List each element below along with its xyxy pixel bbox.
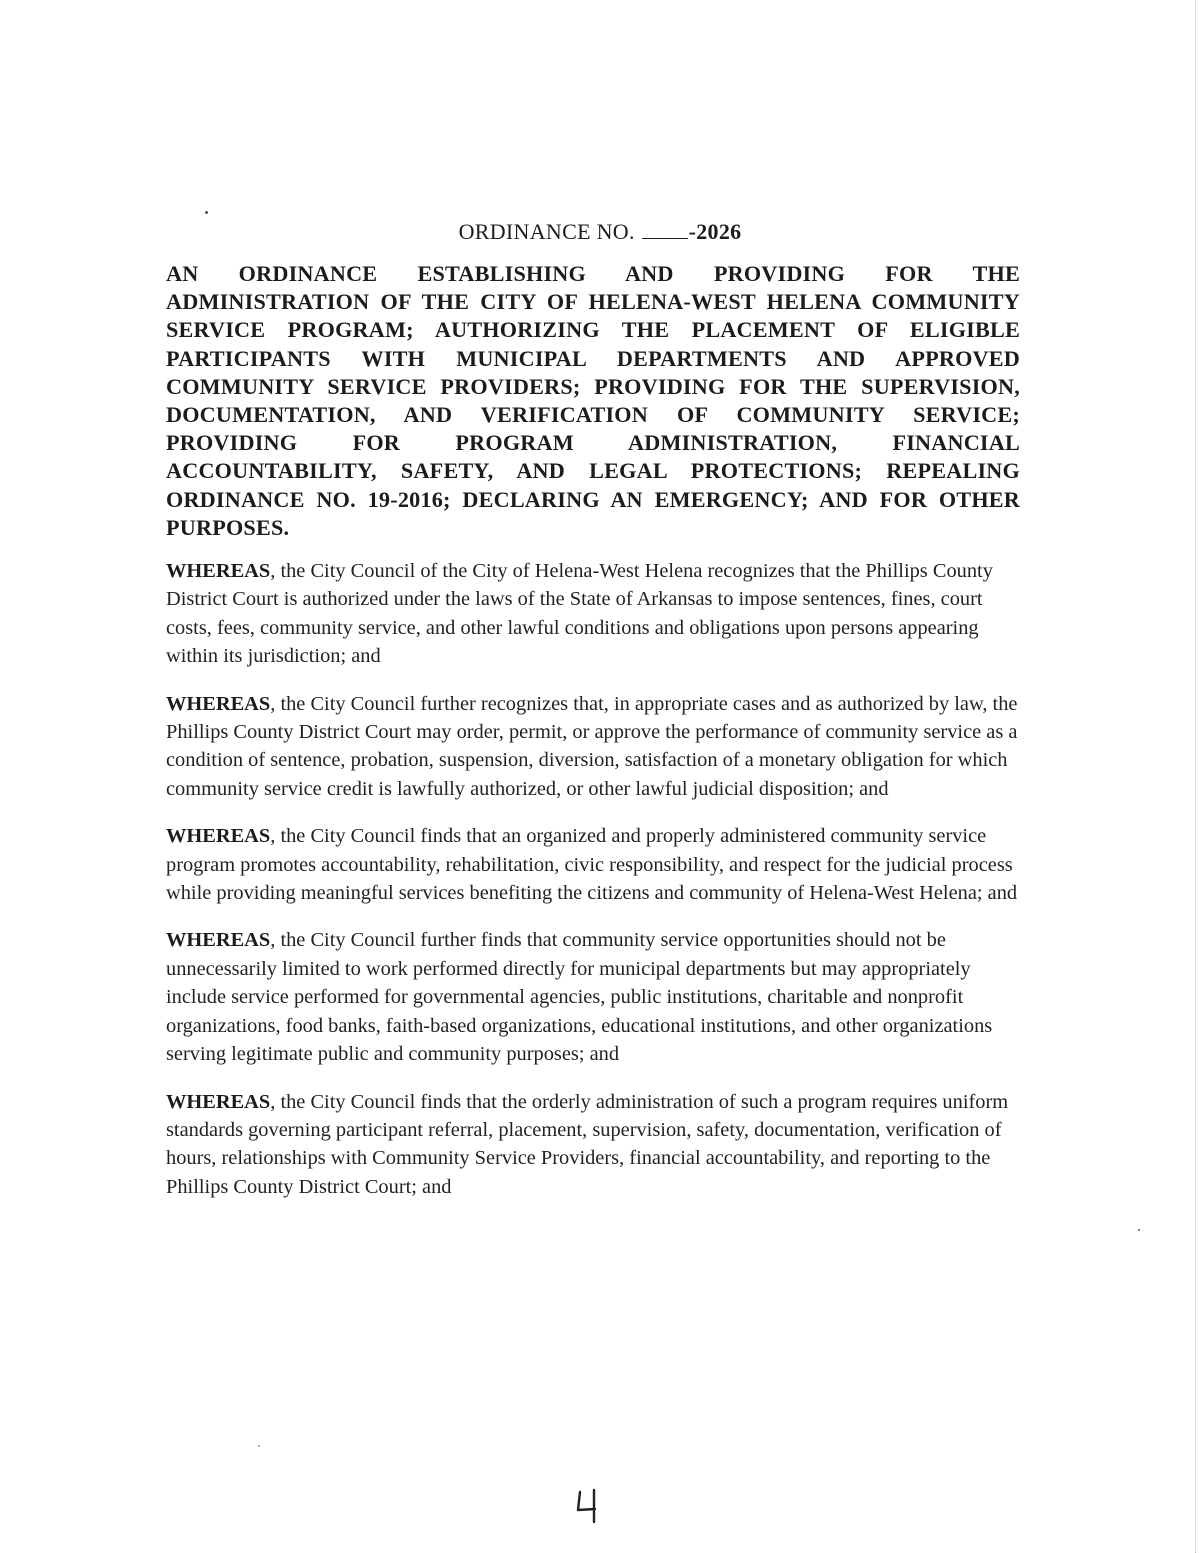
whereas-paragraph <box>166 690 1024 804</box>
scan-speck <box>205 211 208 214</box>
scan-speck <box>258 1445 260 1447</box>
whereas-text: , the City Council finds that the orderly administration of such a program requires uniform standards governing participant referral, placement, supervision, safety, documentation, verification of hours, relationships with Community Service Providers, financial accountability, and reporting to the Phillips County District Court; and <box>166 1090 1009 1198</box>
whereas-paragraph <box>166 1088 1024 1202</box>
whereas-paragraph <box>166 822 1024 907</box>
whereas-lead: WHEREAS <box>166 929 271 952</box>
ordinance-title <box>0 219 1200 245</box>
whereas-lead: WHEREAS <box>166 825 271 848</box>
whereas-lead: WHEREAS <box>166 560 271 582</box>
whereas-paragraph <box>166 926 1024 1068</box>
whereas-text: , the City Council further recognizes that, in appropriate cases and as authorized by law, the Phillips County District Court may order, permit, or approve the performance of community service as a condition of sentence, probation, suspension, diversion, satisfaction of a monetary obligation for which community service credit is lawfully authorized, or other lawful judicial disposition; and <box>166 692 1018 800</box>
whereas-text: , the City Council further finds that community service opportunities should not be unnecessarily limited to work performed directly for municipal departments but may appropriately include service performed for governmental agencies, public institutions, charitable and nonprofit organizations, food banks, faith-based organizations, educational institutions, and other organizations serving legitimate public and community purposes; and <box>166 929 993 1066</box>
ordinance-title-prefix: ORDINANCE NO. <box>458 219 635 244</box>
ordinance-number-blank <box>642 222 688 239</box>
handwritten-page-number <box>568 1486 608 1526</box>
ordinance-caption: AN ORDINANCE ESTABLISHING AND PROVIDING FOR THE ADMINISTRATION OF THE CITY OF HELENA-WEST HELENA COMMUNITY SERVICE PROGRAM; AUTHORIZING THE PLACEMENT OF ELIGIBLE PARTICIPANTS WITH MUNICIPAL DEPARTMENTS AND APPROVED COMMUNITY SERVICE PROVIDERS; PROVIDING FOR THE SUPERVISION, DOCUMENTATION, AND VERIFICATION OF COMMUNITY SERVICE; PROVIDING FOR PROGRAM ADMINISTRATION, FINANCIAL ACCOUNTABILITY, SAFETY, AND LEGAL PROTECTIONS; REPEALING ORDINANCE NO. 19-2016; DECLARING AN EMERGENCY; AND FOR OTHER PURPOSES. <box>166 261 1020 540</box>
whereas-paragraph <box>166 557 1024 671</box>
whereas-text: , the City Council of the City of Helena-West Helena recognizes that the Phillips County District Court is authorized under the laws of the State of Arkansas to impose sentences, fines, court costs, fees, community service, and other lawful conditions and obligations upon persons appearing within its jurisdiction; and <box>166 560 993 668</box>
whereas-text: , the City Council finds that an organized and properly administered community service program promotes accountability, rehabilitation, civic responsibility, and respect for the judicial process while providing meaningful services benefiting the citizens and community of Helena-West Helena; and <box>166 825 1018 905</box>
ordinance-title-year: -2026 <box>688 219 742 244</box>
whereas-clauses <box>166 557 1024 1220</box>
whereas-lead: WHEREAS <box>166 1090 271 1113</box>
scan-speck <box>1138 1229 1140 1231</box>
whereas-lead: WHEREAS <box>166 692 271 715</box>
